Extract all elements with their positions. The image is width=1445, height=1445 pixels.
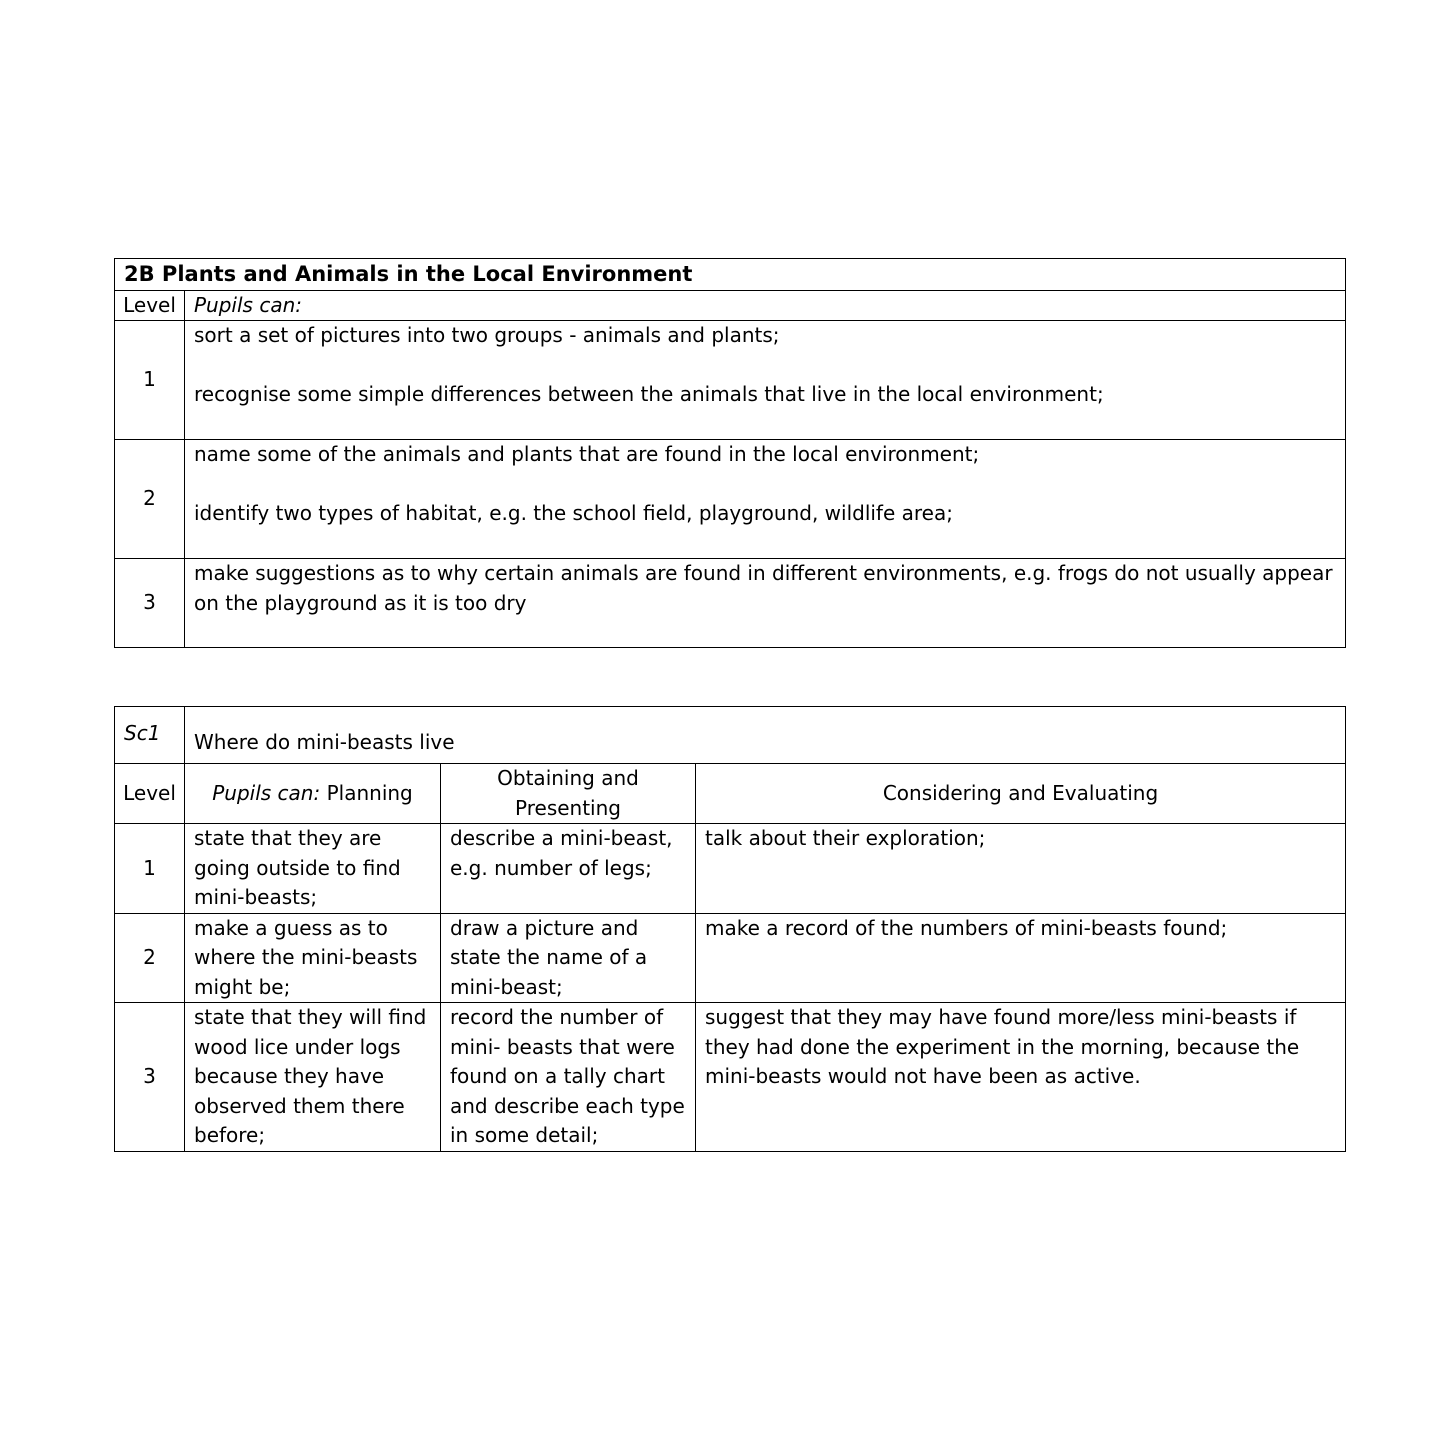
planning-cell: make a guess as to where the mini-beasts might be; <box>185 913 441 1003</box>
planning-cell: state that they will find wood lice under logs because they have observed them there before; <box>185 1003 441 1152</box>
criteria-text: make suggestions as to why certain animals are found in different environments, e.g. frogs do not usually appear on the playground as it is too dry <box>194 561 1333 615</box>
attainment-table-plants-animals <box>114 258 1346 648</box>
attainment-table-sc1 <box>114 706 1346 1152</box>
obtaining-cell: record the number of mini- beasts that were found on a tally chart and describe each type in some detail; <box>441 1003 696 1152</box>
table-title: 2B Plants and Animals in the Local Environment <box>115 259 1346 291</box>
considering-cell: suggest that they may have found more/less mini-beasts if they had done the experiment in the morning, because the mini-beasts would not have been as active. <box>696 1003 1346 1152</box>
criteria-cell <box>185 321 1346 440</box>
pupils-can-header: Pupils can: <box>185 290 1346 321</box>
criteria-text: sort a set of pictures into two groups - animals and plants; <box>194 323 780 347</box>
planning-label: Planning <box>326 780 413 805</box>
planning-header <box>185 764 441 824</box>
table-row <box>115 321 1346 440</box>
considering-cell: make a record of the numbers of mini-beasts found; <box>696 913 1346 1003</box>
considering-cell: talk about their exploration; <box>696 824 1346 914</box>
table-header-row <box>115 290 1346 321</box>
topic-title: Where do mini-beasts live <box>185 707 1346 764</box>
level-header: Level <box>115 764 185 824</box>
obtaining-cell: describe a mini-beast, e.g. number of legs; <box>441 824 696 914</box>
criteria-cell <box>185 440 1346 559</box>
criteria-cell <box>185 559 1346 648</box>
table-header-row <box>115 764 1346 824</box>
table-row <box>115 440 1346 559</box>
pupils-can-label: Pupils can: <box>212 780 321 805</box>
table-row <box>115 913 1346 1003</box>
level-number: 1 <box>115 824 185 914</box>
criteria-text: name some of the animals and plants that are found in the local environment; <box>194 442 980 466</box>
sc1-code: Sc1 <box>115 707 185 764</box>
considering-header: Considering and Evaluating <box>696 764 1346 824</box>
level-number: 2 <box>115 440 185 559</box>
table-row <box>115 824 1346 914</box>
level-number: 3 <box>115 559 185 648</box>
table-title-row <box>115 259 1346 291</box>
planning-cell: state that they are going outside to find mini-beasts; <box>185 824 441 914</box>
topic-row <box>115 707 1346 764</box>
level-header: Level <box>115 290 185 321</box>
table-row <box>115 559 1346 648</box>
level-number: 1 <box>115 321 185 440</box>
level-number: 3 <box>115 1003 185 1152</box>
level-number: 2 <box>115 913 185 1003</box>
obtaining-cell: draw a picture and state the name of a mini-beast; <box>441 913 696 1003</box>
criteria-text: recognise some simple differences between the animals that live in the local environment; <box>194 382 1104 406</box>
criteria-text: identify two types of habitat, e.g. the school field, playground, wildlife area; <box>194 501 953 525</box>
obtaining-header: Obtaining and Presenting <box>441 764 696 824</box>
table-row <box>115 1003 1346 1152</box>
